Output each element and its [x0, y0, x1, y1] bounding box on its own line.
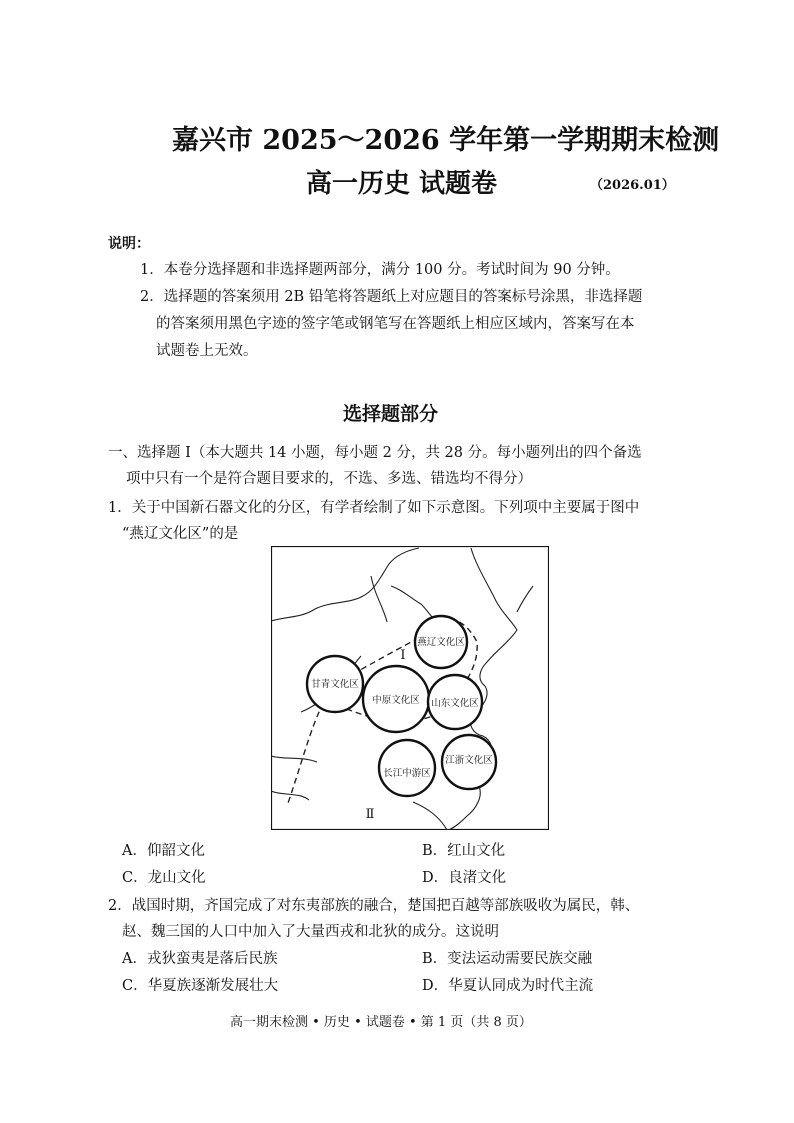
q2-option-c[interactable]: C．华夏族逐渐发展壮大 — [122, 978, 279, 994]
question-2-stem: 2．战国时期，齐国完成了对东夷部族的融合，楚国把百越等部族吸收为属民，韩、 — [108, 898, 640, 914]
q1-option-a[interactable]: A．仰韶文化 — [122, 843, 205, 859]
q2-option-d[interactable]: D．华夏认同成为时代主流 — [422, 978, 594, 994]
label-ganqing: 甘青文化区 — [311, 679, 359, 690]
part-description-line2: 项中只有一个是符合题目要求的，不选、多选、错选均不得分） — [126, 471, 532, 487]
label-zhongyuan: 中原文化区 — [372, 695, 420, 706]
exam-subtitle: 高一历史 试题卷 — [306, 169, 498, 199]
label-yanliao: 燕辽文化区 — [417, 637, 465, 648]
neolithic-culture-map — [271, 546, 549, 830]
label-changjiang: 长江中游区 — [383, 768, 431, 779]
zone-label-1: Ⅰ — [400, 648, 406, 663]
part-description-line1: 一、选择题 Ⅰ（本大题共 14 小题，每小题 2 分，共 28 分。每小题列出的四个备选 — [108, 445, 642, 461]
label-shandong: 山东文化区 — [431, 698, 479, 709]
exam-date: （2026.01） — [590, 178, 675, 193]
instruction-item-2-cont: 的答案须用黑色字迹的签字笔或钢笔写在答题纸上相应区域内，答案写在本 — [156, 316, 635, 332]
q2-option-b[interactable]: B．变法运动需要民族交融 — [422, 951, 593, 967]
question-1-stem: 1．关于中国新石器文化的分区，有学者绘制了如下示意图。下列项中主要属于图中 — [108, 500, 640, 516]
section-title: 选择题部分 — [343, 403, 439, 425]
label-jiangzhe: 江浙文化区 — [445, 755, 493, 766]
zone-label-2: Ⅱ — [365, 807, 375, 822]
instruction-item-2-cont2: 试题卷上无效。 — [156, 343, 258, 359]
instruction-item-2: 2．选择题的答案须用 2B 铅笔将答题纸上对应题目的答案标号涂黑，非选择题 — [140, 289, 643, 305]
exam-title: 嘉兴市 2025～2026 学年第一学期期末检测 — [172, 125, 720, 156]
instructions-label: 说明： — [108, 236, 150, 252]
q1-option-c[interactable]: C．龙山文化 — [122, 870, 206, 886]
q1-option-b[interactable]: B．红山文化 — [422, 843, 506, 859]
q2-option-a[interactable]: A．戎狄蛮夷是落后民族 — [122, 951, 278, 967]
q1-option-d[interactable]: D．良渚文化 — [422, 870, 507, 886]
instruction-item-1: 1．本卷分选择题和非选择题两部分，满分 100 分。考试时间为 90 分钟。 — [140, 262, 620, 278]
question-2-stem-cont: 赵、魏三国的人口中加入了大量西戎和北狄的成分。这说明 — [122, 924, 499, 940]
page-footer: 高一期末检测 • 历史 • 试题卷 • 第 1 页（共 8 页） — [230, 1015, 532, 1030]
question-1-stem-cont: “燕辽文化区”的是 — [122, 526, 239, 542]
